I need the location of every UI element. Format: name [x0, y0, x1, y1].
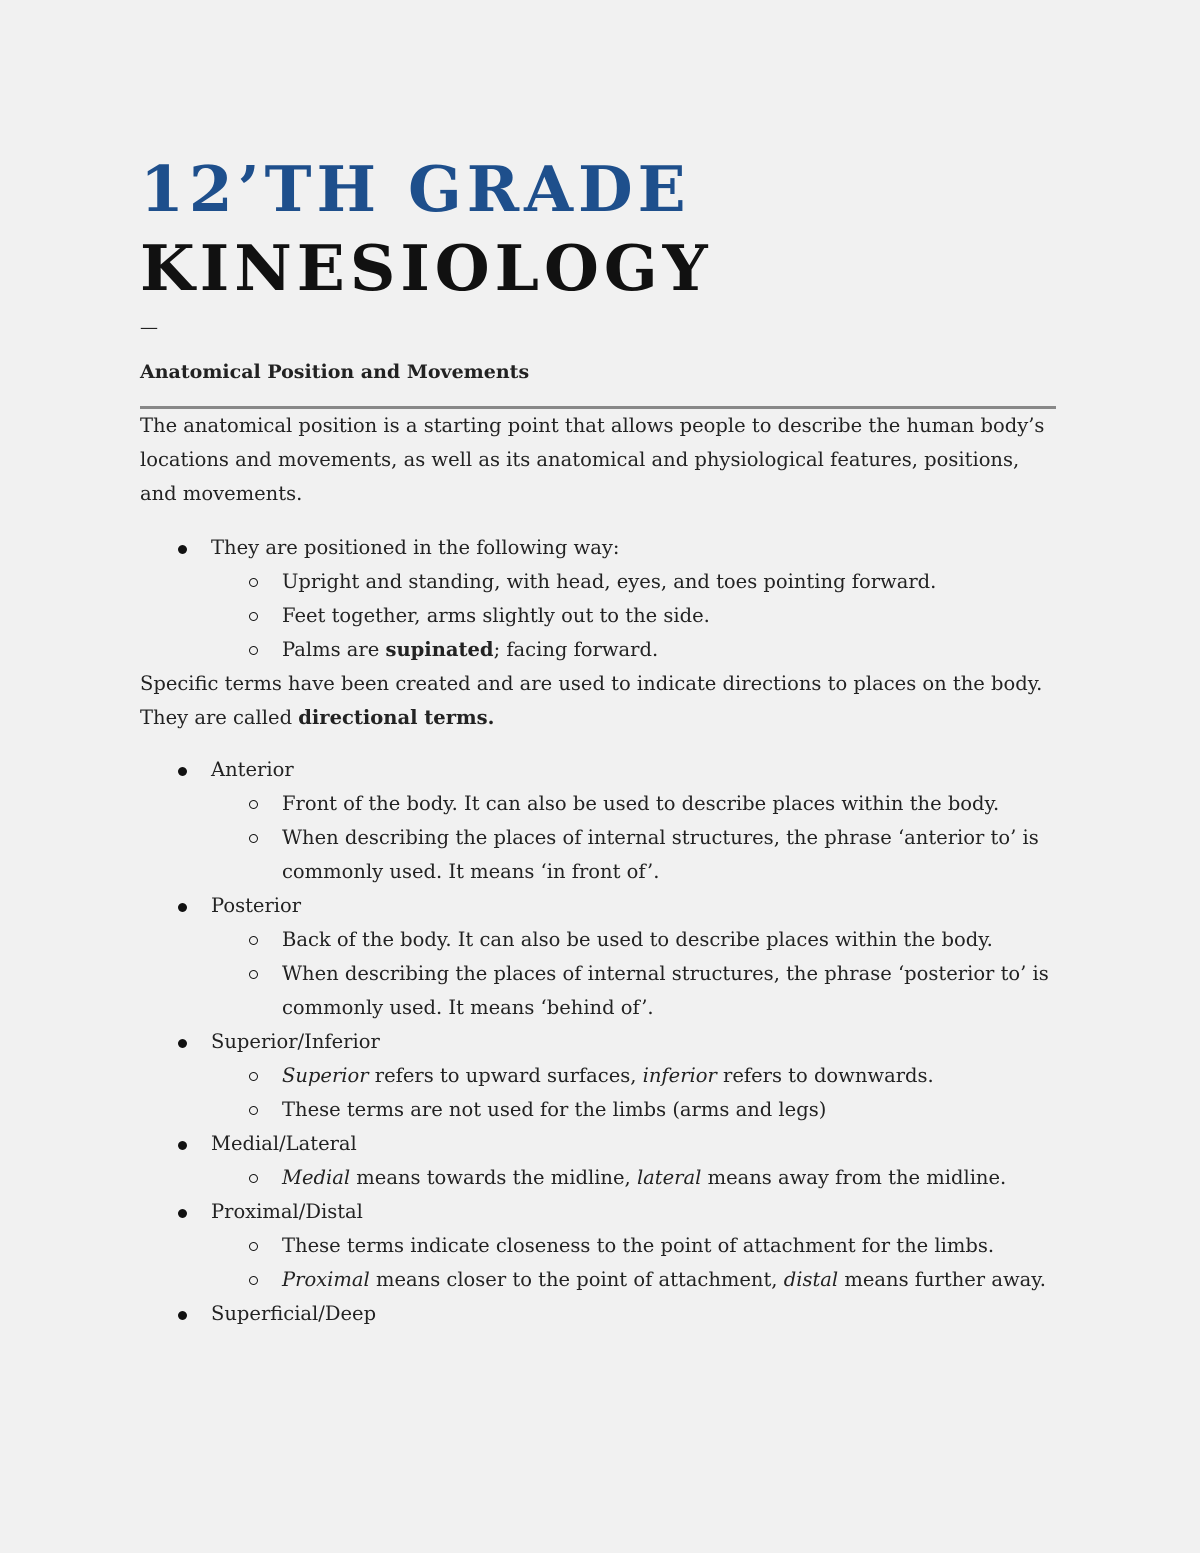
- sub-list: [211, 1229, 1056, 1297]
- list-item: [140, 1297, 1056, 1331]
- list-item: [140, 753, 1056, 889]
- sub-item-text: Feet together, arms slightly out to the side.: [282, 604, 710, 627]
- sub-list-item: [140, 821, 1056, 889]
- document-page: [140, 150, 1056, 1331]
- term-label: Superficial/Deep: [211, 1302, 377, 1325]
- italic-term: lateral: [636, 1166, 702, 1189]
- paragraph-text: Specific terms have been created and are used to indicate directions to places on the body. They are called: [140, 672, 1043, 729]
- sub-item-text: When describing the places of internal structures, the phrase ‘posterior to’ is commonly used. It means ‘behind of’.: [282, 962, 1049, 1019]
- sub-item-text: refers to upward surfaces,: [368, 1064, 643, 1087]
- sub-item-text: means closer to the point of attachment,: [369, 1268, 784, 1291]
- sub-list-item: [140, 957, 1056, 1025]
- list-item: [140, 1127, 1056, 1195]
- title-subject: KINESIOLOGY: [140, 231, 713, 305]
- bullet-icon: [178, 1141, 187, 1150]
- sub-list-item: [140, 787, 1056, 821]
- sub-item-text: These terms indicate closeness to the point of attachment for the limbs.: [282, 1234, 995, 1257]
- bullet-icon: [178, 1311, 187, 1320]
- italic-term: inferior: [642, 1064, 717, 1087]
- bullet-icon: [178, 903, 187, 912]
- bullet-icon: [178, 767, 187, 776]
- position-list: [140, 531, 1056, 667]
- sub-item-text: means towards the midline,: [350, 1166, 637, 1189]
- italic-term: distal: [783, 1268, 839, 1291]
- sub-list-item: [140, 1093, 1056, 1127]
- list-item: [140, 1195, 1056, 1297]
- sub-list-item: [140, 923, 1056, 957]
- term-label: Medial/Lateral: [211, 1132, 357, 1155]
- circle-bullet-icon: [249, 936, 258, 945]
- circle-bullet-icon: [249, 834, 258, 843]
- sub-list: [211, 923, 1056, 1025]
- circle-bullet-icon: [249, 1276, 258, 1285]
- term-label: Superior/Inferior: [211, 1030, 380, 1053]
- sub-list-item: [140, 1263, 1056, 1297]
- intro-paragraph: The anatomical position is a starting point that allows people to describe the human body’s locations and movements, as well as its anatomical and physiological features, positions, and movements.: [140, 414, 1045, 505]
- italic-term: Medial: [282, 1166, 351, 1189]
- circle-bullet-icon: [249, 800, 258, 809]
- sub-list: [211, 565, 1056, 667]
- sub-list-item: [140, 1229, 1056, 1263]
- sub-list: [211, 787, 1056, 889]
- circle-bullet-icon: [249, 646, 258, 655]
- sub-item-text: Front of the body. It can also be used to describe places within the body.: [282, 792, 1000, 815]
- directional-terms-list: [140, 753, 1056, 1331]
- circle-bullet-icon: [249, 1242, 258, 1251]
- bold-term: supinated: [385, 638, 494, 661]
- section-heading: Anatomical Position and Movements: [140, 361, 530, 383]
- circle-bullet-icon: [249, 612, 258, 621]
- title-grade: 12’TH GRADE: [140, 152, 691, 226]
- sub-item-text: ; facing forward.: [493, 638, 659, 661]
- term-label: Proximal/Distal: [211, 1200, 363, 1223]
- sub-item-text: refers to downwards.: [716, 1064, 934, 1087]
- circle-bullet-icon: [249, 1174, 258, 1183]
- term-label: Anterior: [211, 758, 294, 781]
- sub-list-item: [140, 633, 1056, 667]
- circle-bullet-icon: [249, 578, 258, 587]
- sub-item-text: means away from the midline.: [701, 1166, 1007, 1189]
- sub-item-text: Palms are: [282, 638, 386, 661]
- bullet-icon: [178, 545, 187, 554]
- bold-term: directional terms.: [298, 706, 495, 729]
- italic-term: Superior: [282, 1064, 369, 1087]
- bullet-icon: [178, 1209, 187, 1218]
- sub-item-text: When describing the places of internal structures, the phrase ‘anterior to’ is commonly used. It means ‘in front of’.: [282, 826, 1039, 883]
- sub-list: [211, 1059, 1056, 1127]
- list-item: [140, 531, 1056, 667]
- circle-bullet-icon: [249, 1072, 258, 1081]
- sub-list-item: [140, 565, 1056, 599]
- circle-bullet-icon: [249, 1106, 258, 1115]
- term-label: Posterior: [211, 894, 302, 917]
- italic-term: Proximal: [282, 1268, 370, 1291]
- sub-list-item: [140, 599, 1056, 633]
- directional-paragraph: [140, 667, 1056, 735]
- circle-bullet-icon: [249, 970, 258, 979]
- list-item-label: They are positioned in the following way:: [211, 536, 620, 559]
- title-dash: —: [140, 317, 158, 338]
- sub-list: [211, 1161, 1056, 1195]
- sub-item-text: means further away.: [838, 1268, 1046, 1291]
- bullet-icon: [178, 1039, 187, 1048]
- sub-item-text: Back of the body. It can also be used to describe places within the body.: [282, 928, 993, 951]
- list-item: [140, 889, 1056, 1025]
- sub-item-text: Upright and standing, with head, eyes, and toes pointing forward.: [282, 570, 937, 593]
- sub-item-text: These terms are not used for the limbs (arms and legs): [282, 1098, 827, 1121]
- sub-list-item: [140, 1161, 1056, 1195]
- sub-list-item: [140, 1059, 1056, 1093]
- list-item: [140, 1025, 1056, 1127]
